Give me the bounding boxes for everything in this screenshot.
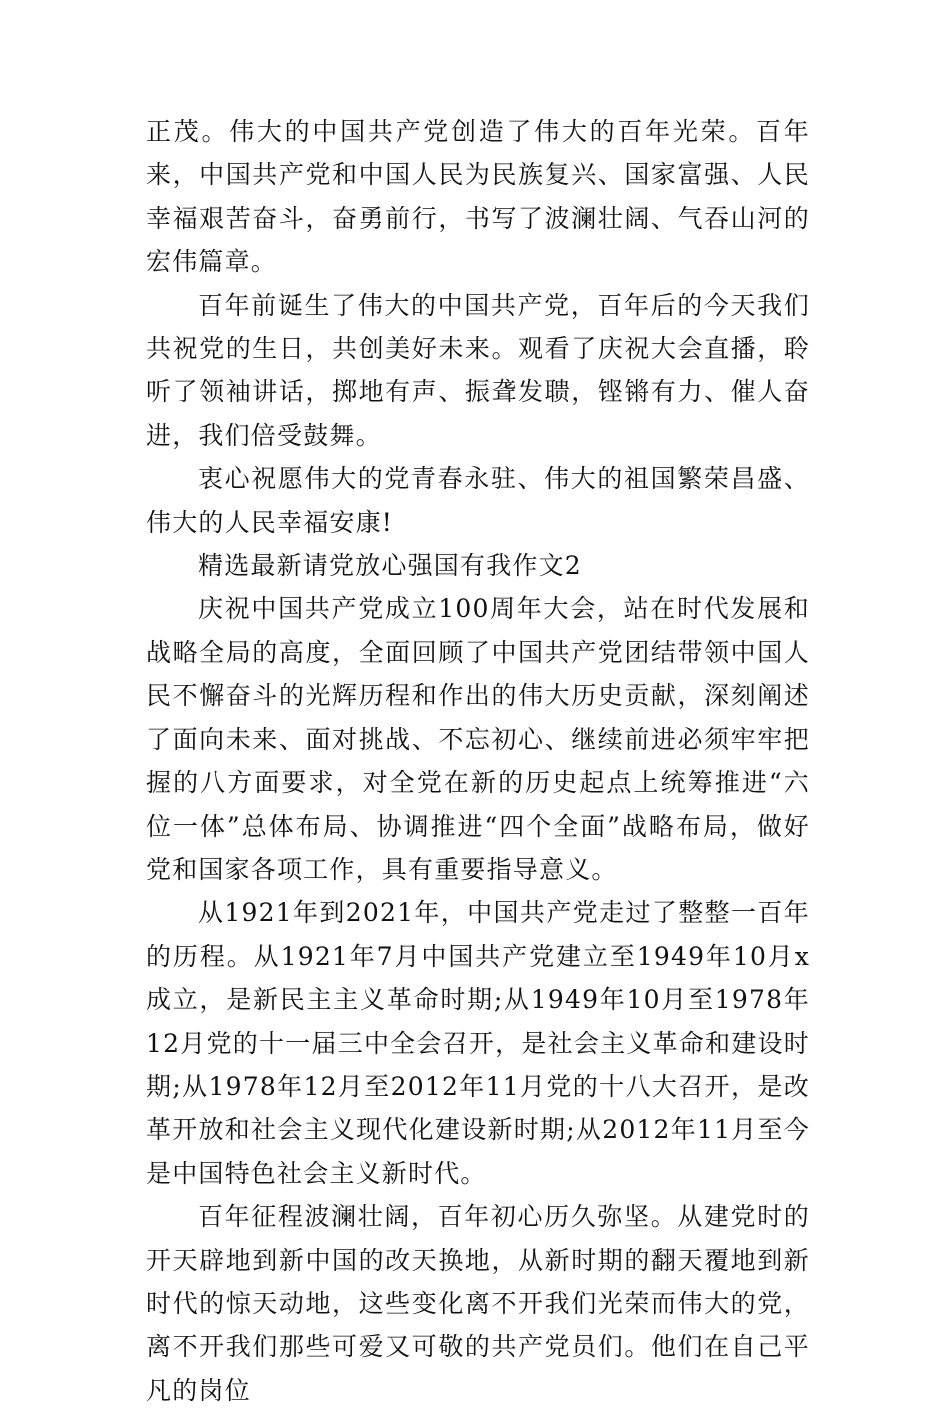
paragraph-4: 庆祝中国共产党成立100周年大会，站在时代发展和战略全局的高度，全面回顾了中国共产党团结带领中国人民不懈奋斗的光辉历程和作出的伟大历史贡献，深刻阐述了面向未来、面对挑战、不忘初心、继续前进必须牢牢把握的八方面要求，对全党在新的历史起点上统筹推进“六位一体”总体布局、协调推进“四个全面”战略布局，做好党和国家各项工作，具有重要指导意义。 — [146, 594, 810, 884]
document-page — [146, 110, 810, 1412]
paragraph-6: 百年征程波澜壮阔，百年初心历久弥坚。从建党时的开天辟地到新中国的改天换地，从新时期的翻天覆地到新时代的惊天动地，这些变化离不开我们光荣而伟大的党，离不开我们那些可爱又可敬的共产党员们。他们在自己平凡的岗位 — [146, 1202, 810, 1405]
paragraph-2: 百年前诞生了伟大的中国共产党，百年后的今天我们共祝党的生日，共创美好未来。观看了庆祝大会直播，聆听了领袖讲话，掷地有声、振聋发聩，铿锵有力、催人奋进，我们倍受鼓舞。 — [146, 290, 810, 450]
paragraph-3: 衷心祝愿伟大的党青春永驻、伟大的祖国繁荣昌盛、伟大的人民幸福安康! — [146, 464, 810, 537]
section-heading: 精选最新请党放心强国有我作文2 — [198, 551, 582, 581]
paragraph-1: 正茂。伟大的中国共产党创造了伟大的百年光荣。百年来，中国共产党和中国人民为民族复兴、国家富强、人民幸福艰苦奋斗，奋勇前行，书写了波澜壮阔、气吞山河的宏伟篇章。 — [146, 117, 810, 277]
paragraph-5: 从1921年到2021年，中国共产党走过了整整一百年的历程。从1921年7月中国共产党建立至1949年10月x成立，是新民主主义革命时期;从1949年10月至1978年12月党的十一届三中全会召开，是社会主义革命和建设时期;从1978年12月至2012年11月党的十八大召开，是改革开放和社会主义现代化建设新时期;从2012年11月至今是中国特色社会主义新时代。 — [146, 898, 810, 1188]
